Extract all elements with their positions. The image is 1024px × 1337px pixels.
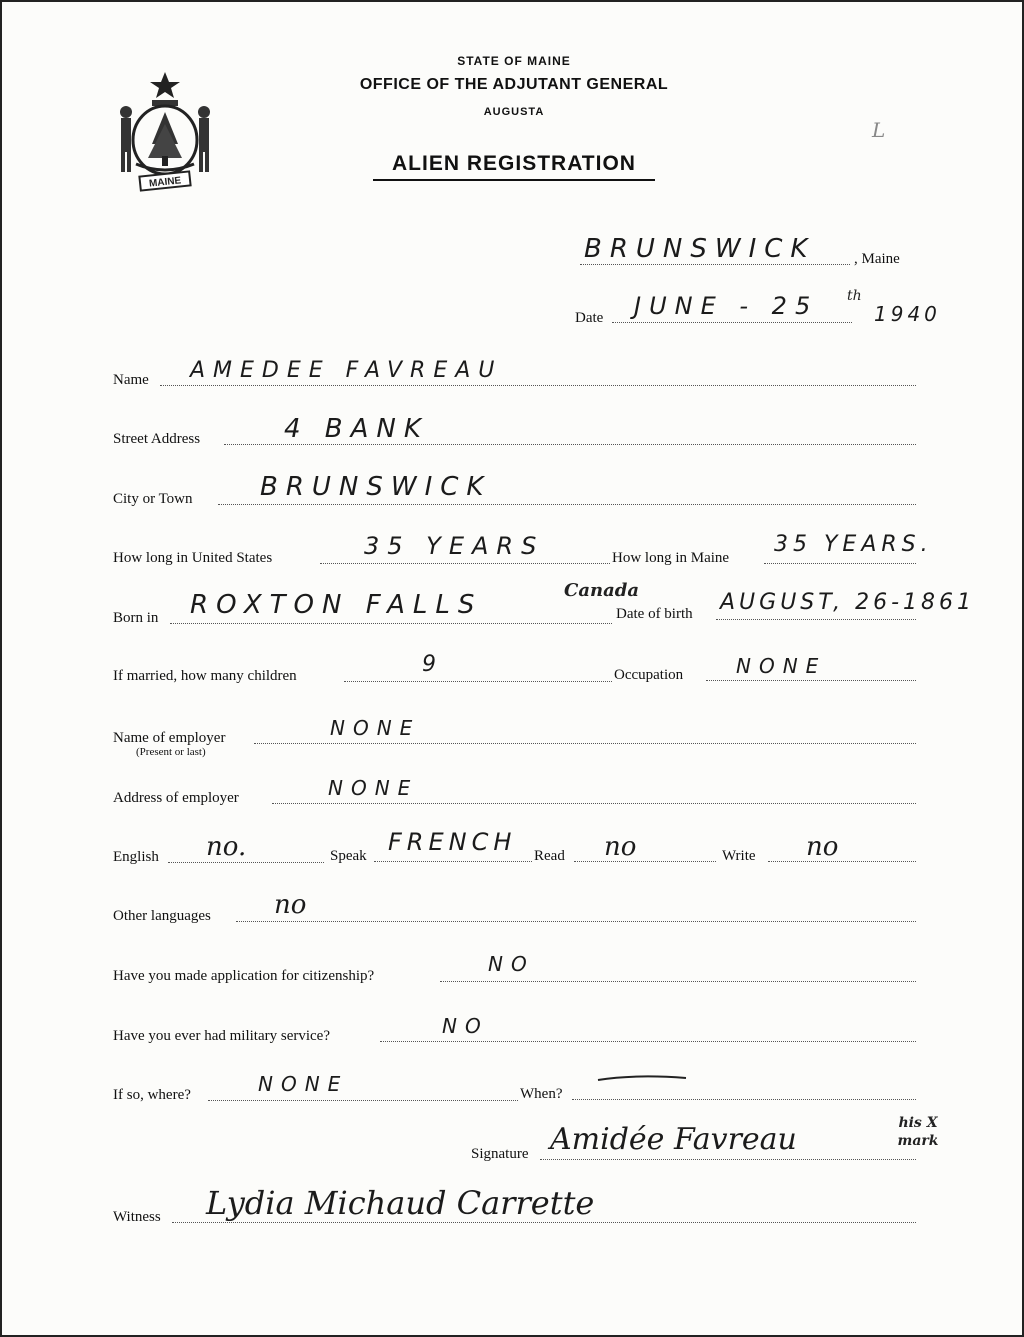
street-label: Street Address <box>113 431 201 447</box>
witness-label: Witness <box>113 1209 161 1225</box>
years-us-value: 35 YEARS <box>364 532 545 560</box>
form-title: ALIEN REGISTRATION <box>392 152 636 175</box>
read-label: Read <box>534 848 565 864</box>
citizenship-label: Have you made application for citizenship? <box>113 968 375 984</box>
write-value: no <box>806 832 839 862</box>
other-languages-label: Other languages <box>113 908 211 924</box>
office-heading: OFFICE OF THE ADJUTANT GENERAL <box>359 76 669 93</box>
occupation-label: Occupation <box>614 667 684 683</box>
where-label: If so, where? <box>113 1087 191 1103</box>
read-value: no <box>604 832 637 862</box>
signature-label: Signature <box>471 1146 529 1162</box>
city-label: City or Town <box>113 491 193 507</box>
born-in-label: Born in <box>113 610 159 626</box>
where-value: NONE <box>258 1072 349 1096</box>
signature-value: Amidée Favreau <box>550 1122 797 1157</box>
witness-value: Lydia Michaud Carrette <box>206 1184 595 1222</box>
signature-mark: his X mark <box>897 1115 939 1149</box>
children-value: 9 <box>422 652 444 677</box>
citizenship-value: NO <box>488 952 535 976</box>
date-year: 1940 <box>874 302 941 326</box>
corner-mark: L <box>872 118 886 142</box>
military-label: Have you ever had military service? <box>113 1028 330 1044</box>
date-ordinal: th <box>847 288 862 304</box>
date-label: Date <box>575 310 604 326</box>
when-dash-mark <box>596 1072 688 1086</box>
military-value: NO <box>442 1014 489 1038</box>
speak-value: FRENCH <box>388 828 517 856</box>
when-label: When? <box>520 1086 563 1102</box>
maine-suffix: , Maine <box>854 251 900 267</box>
born-in-value: ROXTON FALLS <box>190 590 483 620</box>
years-maine-value: 35 YEARS. <box>774 532 933 557</box>
english-value: no. <box>206 832 247 862</box>
employer-address-value: NONE <box>328 776 419 800</box>
employer-value: NONE <box>330 716 421 740</box>
city-value: BRUNSWICK <box>260 472 492 502</box>
english-label: English <box>113 849 159 865</box>
children-label: If married, how many children <box>113 668 297 684</box>
seal-label: MAINE <box>148 175 182 190</box>
write-label: Write <box>722 848 756 864</box>
speak-label: Speak <box>330 848 367 864</box>
employer-address-label: Address of employer <box>113 790 239 806</box>
occupation-value: NONE <box>736 654 827 678</box>
birth-date-value: AUGUST, 26-1861 <box>720 590 976 615</box>
street-value: 4 BANK <box>284 414 429 444</box>
name-label: Name <box>113 372 149 388</box>
name-value: AMEDEE FAVREAU <box>190 358 503 383</box>
city-heading: AUGUSTA <box>483 106 545 118</box>
date-month-day: JUNE - 25 <box>634 292 819 320</box>
years-us-label: How long in United States <box>113 550 273 566</box>
born-in-annotation: Canada <box>564 580 639 601</box>
employer-label: Name of employer <box>113 730 226 746</box>
town-value: BRUNSWICK <box>584 234 816 264</box>
title-underline <box>373 179 655 181</box>
birth-date-label: Date of birth <box>616 606 693 622</box>
other-languages-value: no <box>274 890 307 920</box>
state-heading: STATE OF MAINE <box>457 54 571 68</box>
years-maine-label: How long in Maine <box>612 550 730 566</box>
employer-sublabel: (Present or last) <box>136 746 206 758</box>
